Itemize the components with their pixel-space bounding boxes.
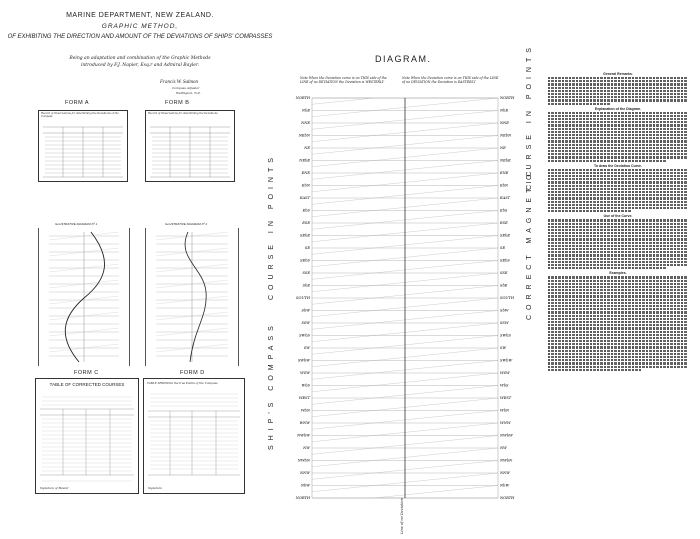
compass-point-label-right: WbN (500, 408, 510, 413)
howto-heading: To draw the Deviation Curve. (594, 163, 642, 168)
compass-point-label-right: NORTH (500, 496, 515, 501)
text-line (548, 185, 688, 187)
attribution-line-1: Being an adaptation and combination of the Graphic Methods (69, 56, 211, 61)
text-line (548, 137, 688, 139)
compass-point-label-left: SW (303, 346, 310, 351)
text-line (548, 124, 688, 126)
compass-point-label-right: WbS (500, 383, 509, 388)
compass-point-label-right: NbE (500, 108, 509, 113)
westerly-note (300, 76, 396, 84)
compass-point-label-left: NbE (301, 108, 310, 113)
compass-point-label-left: ESE (302, 221, 310, 226)
form-a-label: FORM A (65, 100, 90, 106)
compass-point-label-right: NW (500, 446, 507, 451)
text-line (548, 286, 688, 288)
text-line (548, 160, 667, 162)
form-b-note: Record of Observations for determining the Deviations (148, 112, 218, 115)
form-c-table (36, 391, 138, 491)
compass-point-label-right: WEST (500, 396, 512, 401)
text-line (548, 219, 688, 221)
compass-point-label-left: NbW (300, 483, 310, 488)
text-line (548, 140, 688, 142)
compass-point-label-left: WNW (299, 421, 310, 426)
compass-point-label-right: NbW (500, 483, 510, 488)
illustrative-diagram-2-plot (146, 228, 238, 366)
text-line (548, 144, 688, 146)
form-b-grid (146, 123, 234, 181)
form-c (35, 378, 139, 494)
compass-point-label-right: WSW (500, 371, 510, 376)
text-line (548, 226, 688, 228)
text-line (548, 96, 688, 98)
form-d-table (144, 391, 244, 491)
compass-point-label-left: WbN (300, 408, 310, 413)
compass-point-label-right: NE (500, 146, 506, 151)
text-line (548, 87, 688, 89)
form-d-heading: TABLE SHOWING the true Points of the Compass (147, 381, 218, 385)
compass-point-label-right: NNE (500, 121, 509, 126)
explanation-heading: Explanation of the Diagram. (594, 106, 642, 111)
text-line (548, 261, 688, 263)
compass-point-label-right: NORTH (500, 96, 515, 101)
signature-location: Wellington, N.Z. (176, 91, 201, 95)
text-line (548, 80, 688, 82)
text-line (548, 134, 688, 136)
compass-point-label-left: ENE (301, 171, 310, 176)
compass-point-label-left: NNE (301, 121, 310, 126)
text-line (548, 188, 688, 190)
compass-point-label-right: SE (500, 246, 506, 251)
text-line (548, 147, 688, 149)
examples-heading: Examples. (609, 271, 627, 276)
text-line (548, 131, 688, 133)
left-point-labels (295, 96, 311, 500)
text-line (548, 321, 688, 323)
text-line (548, 156, 688, 158)
compass-point-label-right: EbN (500, 183, 509, 188)
form-d-signature-label: Signature (148, 486, 162, 490)
compass-point-label-right: SWbW (500, 358, 513, 363)
compass-point-label-left: EbN (301, 183, 310, 188)
compass-point-label-left: SEbE (299, 233, 310, 238)
text-line (548, 251, 688, 253)
text-line (548, 210, 631, 212)
compass-point-label-right: NWbW (500, 433, 513, 438)
compass-point-label-left: WEST (298, 396, 310, 401)
text-line (548, 248, 688, 250)
remarks-body-2 (548, 112, 688, 162)
compass-point-label-right: SEbS (500, 258, 510, 263)
text-line (548, 245, 688, 247)
document-subtitle: OF EXHIBITING THE DIRECTION AND AMOUNT OF THE DEVIATIONS OF SHIPS' COMPASSES (7, 34, 273, 40)
text-line (548, 302, 688, 304)
compass-point-label-right: NEbN (500, 133, 512, 138)
compass-point-label-right: EbS (500, 208, 508, 213)
diagonal-line (312, 498, 498, 510)
compass-point-label-right: SW (500, 346, 507, 351)
compass-point-label-left: SWbS (299, 333, 310, 338)
document-title: GRAPHIC METHOD, (101, 23, 179, 30)
text-line (548, 292, 688, 294)
compass-point-label-right: WNW (500, 421, 511, 426)
right-point-labels (499, 96, 515, 500)
text-line (548, 128, 688, 130)
compass-point-label-right: SEbE (500, 233, 511, 238)
illustrative-diagram-1-label: ILLUSTRATIVE DIAGRAM Nº 1 (55, 222, 98, 226)
text-line (548, 276, 688, 278)
form-a (38, 110, 128, 182)
illustrative-diagram-1-plot (39, 228, 129, 366)
form-b-label: FORM B (165, 100, 190, 106)
compass-point-label-left: NW (303, 446, 310, 451)
remarks-body-4 (548, 219, 688, 269)
text-line (548, 258, 688, 260)
remarks-body-1 (548, 77, 688, 105)
text-line (548, 150, 688, 152)
remarks-heading: General Remarks. (603, 72, 633, 76)
text-line (548, 283, 688, 285)
form-d-label: FORM D (180, 370, 205, 376)
text-line (548, 343, 688, 345)
text-line (548, 280, 688, 282)
compass-point-label-left: SSW (301, 321, 310, 326)
compass-point-label-left: WbS (301, 383, 310, 388)
text-line (548, 295, 688, 297)
text-line (548, 362, 688, 364)
text-line (548, 99, 688, 101)
left-vertical-label-1: SHIP'S COMPASS (268, 321, 275, 450)
text-line (548, 356, 688, 358)
form-c-title: TABLE OF CORRECTED COURSES (49, 382, 125, 387)
text-line (548, 118, 688, 120)
text-line (548, 77, 688, 79)
text-line (548, 112, 688, 114)
remarks-body-5 (548, 276, 688, 371)
form-a-grid (39, 123, 127, 181)
text-line (548, 121, 688, 123)
text-line (548, 324, 688, 326)
compass-point-label-right: SbE (500, 283, 508, 288)
text-line (548, 83, 688, 85)
text-line (548, 242, 688, 244)
text-line (548, 315, 688, 317)
text-line (548, 235, 688, 237)
text-line (548, 90, 688, 92)
right-vertical-label-1: CORRECT MAGNETIC (526, 166, 533, 320)
text-line (548, 311, 688, 313)
left-vertical-label-2: COURSE IN POINTS (268, 153, 275, 300)
text-line (548, 350, 688, 352)
text-line (548, 337, 688, 339)
signature: Francis W. Salmon (160, 80, 199, 85)
text-line (548, 334, 688, 336)
compass-point-label-left: NEbE (299, 158, 310, 163)
easterly-note-text: Note When the Deviation curve is on THIS side of the LINE of no DEVIATION the Deviation is EASTERLY (402, 76, 499, 84)
text-line (548, 153, 688, 155)
compass-point-label-left: SbE (302, 283, 310, 288)
compass-point-label-left: NORTH (295, 96, 310, 101)
compass-point-label-left: EAST (299, 196, 310, 201)
compass-point-label-right: SSE (500, 271, 508, 276)
text-line (548, 191, 688, 193)
compass-point-label-left: NEbN (298, 133, 310, 138)
text-line (548, 353, 688, 355)
form-c-label: FORM C (74, 370, 99, 376)
form-b (145, 110, 235, 182)
text-line (548, 115, 688, 117)
compass-point-label-right: NNW (500, 471, 510, 476)
compass-point-label-left: NORTH (295, 496, 310, 501)
text-line (548, 238, 688, 240)
text-line (548, 305, 688, 307)
text-line (548, 340, 688, 342)
remarks-body-3 (548, 169, 688, 213)
diagram-title: DIAGRAM. (375, 54, 432, 64)
compass-point-label-right: ENE (500, 171, 509, 176)
text-line (548, 201, 688, 203)
text-line (548, 331, 688, 333)
text-line (548, 181, 688, 183)
compass-point-label-right: SbW (500, 308, 509, 313)
compass-point-label-left: SOUTH (296, 296, 310, 301)
attribution-line-2: introduced by F.J. Napier, Esq.r and Admiral Bayler. (80, 63, 200, 68)
text-line (548, 264, 688, 266)
text-line (548, 172, 688, 174)
compass-point-label-left: SEbS (300, 258, 310, 263)
illustrative-diagram-2 (145, 228, 239, 366)
text-line (548, 232, 688, 234)
text-line (548, 299, 688, 301)
text-line (548, 197, 688, 199)
compass-point-label-right: SSW (500, 321, 509, 326)
compass-point-label-left: SE (304, 246, 310, 251)
illustrative-diagram-1 (38, 228, 130, 366)
text-line (548, 289, 688, 291)
text-line (548, 223, 688, 225)
text-line (548, 369, 642, 371)
use-heading: Use of the Curve. (603, 214, 633, 219)
easterly-note (402, 76, 502, 84)
text-line (548, 346, 688, 348)
right-vertical-label-2: COURSE IN POINTS (526, 43, 533, 190)
text-line (548, 318, 688, 320)
text-line (548, 229, 688, 231)
text-line (548, 207, 688, 209)
text-line (548, 194, 688, 196)
text-line (548, 308, 688, 310)
compass-point-label-left: NNW (300, 471, 310, 476)
compass-point-label-left: SSE (302, 271, 310, 276)
compass-point-label-right: SWbS (500, 333, 511, 338)
text-line (548, 178, 688, 180)
form-d (143, 378, 245, 494)
text-line (548, 267, 667, 269)
text-line (548, 366, 688, 368)
form-c-signature-label: Signature of Master (40, 486, 69, 490)
text-line (548, 327, 688, 329)
text-line (548, 204, 688, 206)
westerly-note-text: Note When the Deviation curve is on THIS side of the LINE of no DEVIATION the Deviation is WESTERLY (300, 76, 387, 84)
compass-point-label-left: SWbW (297, 358, 310, 363)
compass-point-label-right: NWbN (500, 458, 513, 463)
compass-point-label-right: SOUTH (500, 296, 514, 301)
illustrative-diagram-2-label: ILLUSTRATIVE DIAGRAM Nº 2 (165, 222, 208, 226)
compass-point-label-left: WSW (300, 371, 310, 376)
text-line (548, 93, 688, 95)
compass-point-label-right: ESE (500, 221, 508, 226)
compass-point-label-left: NWbW (297, 433, 310, 438)
compass-point-label-right: NEbE (500, 158, 511, 163)
compass-point-label-left: EbS (302, 208, 310, 213)
text-line (548, 175, 688, 177)
text-line (548, 169, 688, 171)
form-a-note: Record of Observations for determining the Deviations of the Compass (41, 112, 119, 118)
text-line (548, 254, 688, 256)
signature-title: Compass Adjuster (172, 86, 200, 90)
text-line (548, 103, 610, 105)
compass-point-label-left: SbW (301, 308, 310, 313)
compass-point-label-right: EAST (500, 196, 511, 201)
department-title: MARINE DEPARTMENT, NEW ZEALAND. (66, 12, 214, 19)
text-line (548, 359, 688, 361)
bottom-label: Line of no Deviation (400, 498, 404, 534)
general-remarks (548, 72, 688, 372)
deviation-diagram (290, 94, 520, 510)
compass-point-label-left: NE (304, 146, 310, 151)
compass-point-label-left: NWbN (297, 458, 310, 463)
